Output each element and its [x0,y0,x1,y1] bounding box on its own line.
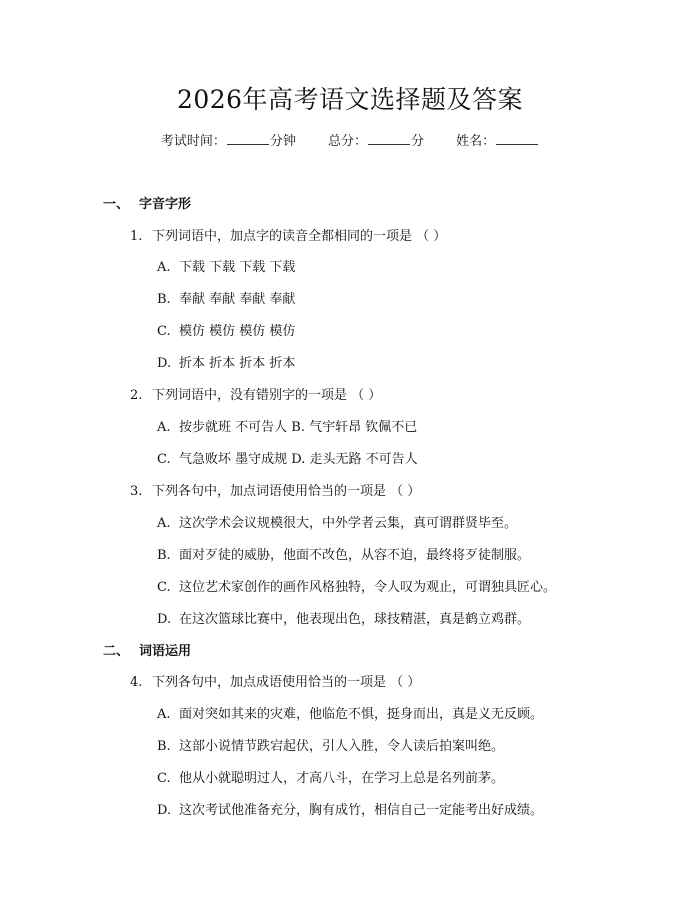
option-text: 气急败坏 墨守成规 [179,452,288,467]
time-blank [227,132,269,145]
score-unit: 分 [411,134,425,149]
option-text: 模仿 模仿 模仿 模仿 [179,324,296,339]
option-text: 面对突如其来的灾难，他临危不惧，挺身而出，真是义无反顾。 [179,707,544,722]
option-text: 这次考试他准备充分，胸有成竹，相信自己一定能考出好成绩。 [179,803,544,818]
option-letter: B. [157,548,171,563]
option-text: 这次学术会议规模很大，中外学者云集，真可谓群贤毕至。 [179,516,518,531]
question-text: 下列词语中，没有错别字的一项是 （ ） [152,388,382,403]
option-text: 这位艺术家创作的画作风格独特，令人叹为观止，可谓独具匠心。 [179,580,557,595]
option-line [157,320,295,339]
option-letter: C. [157,324,171,339]
option-line [157,735,504,754]
question-stem [130,384,381,403]
option-line [157,544,530,563]
section-heading [103,640,191,659]
option-letter: A. [157,516,171,531]
question-number: 2. [130,388,143,403]
option-text: 这部小说情节跌宕起伏，引人入胜，令人读后拍案叫绝。 [179,739,505,754]
section-title: 词语运用 [139,644,192,659]
section-number: 二、 [103,644,130,659]
question-number: 1. [130,229,143,244]
option-letter: B. [157,292,171,307]
name-blank [496,132,538,145]
option-line [157,288,295,307]
option-text: 按步就班 不可告人 [179,420,288,435]
score-label: 总分： [327,134,367,149]
option-line [157,576,556,595]
option-line [157,608,530,627]
score-field [328,130,424,149]
option-line [157,448,418,467]
option-text: 折本 折本 折本 折本 [179,356,296,371]
option-text: 他从小就聪明过人，才高八斗，在学习上总是名列前茅。 [179,771,505,786]
option-letter: C. [157,771,171,786]
question-stem [130,480,420,499]
option-letter: C. [157,452,171,467]
option-line [157,767,504,786]
question-text: 下列各句中，加点词语使用恰当的一项是 （ ） [152,484,421,499]
question-stem [130,671,420,690]
option-line [157,416,417,435]
question-number: 3. [130,484,143,499]
option-line [157,512,517,531]
option-letter: B. [157,739,171,754]
time-unit: 分钟 [269,134,296,149]
option-text: 面对歹徒的威胁，他面不改色，从容不迫，最终将歹徒制服。 [179,548,531,563]
option-text: 在这次篮球比赛中，他表现出色，球技精湛，真是鹤立鸡群。 [179,612,531,627]
section-number: 一、 [103,197,130,212]
name-label: 姓名： [456,134,496,149]
question-text: 下列各句中，加点成语使用恰当的一项是 （ ） [152,675,421,690]
option-letter: A. [157,260,171,275]
option-letter: D. [157,803,172,818]
option-letter: A. [157,707,171,722]
name-field [456,130,539,149]
question-stem [130,225,446,244]
option-line [157,256,295,275]
option-line [157,799,543,818]
time-field [161,130,296,149]
option-text: 奉献 奉献 奉献 奉献 [179,292,296,307]
section-heading [103,193,191,212]
option-letter: D. [291,452,306,467]
question-text: 下列词语中，加点字的读音全都相同的一项是 （ ） [152,229,447,244]
page-title: 2026年高考语文选择题及答案 [176,85,524,114]
option-text: 气宇轩昂 钦佩不已 [309,420,418,435]
score-blank [368,132,410,145]
question-number: 4. [130,675,143,690]
section-title: 字音字形 [139,197,192,212]
option-text: 下载 下载 下载 下载 [179,260,296,275]
option-text: 走头无路 不可告人 [309,452,418,467]
option-letter: D. [157,356,172,371]
time-label: 考试时间： [160,134,226,149]
option-letter: C. [157,580,171,595]
option-letter: D. [157,612,172,627]
exam-meta [0,130,700,149]
option-line [157,703,543,722]
option-line [157,352,295,371]
option-letter: B. [291,420,305,435]
option-letter: A. [157,420,171,435]
